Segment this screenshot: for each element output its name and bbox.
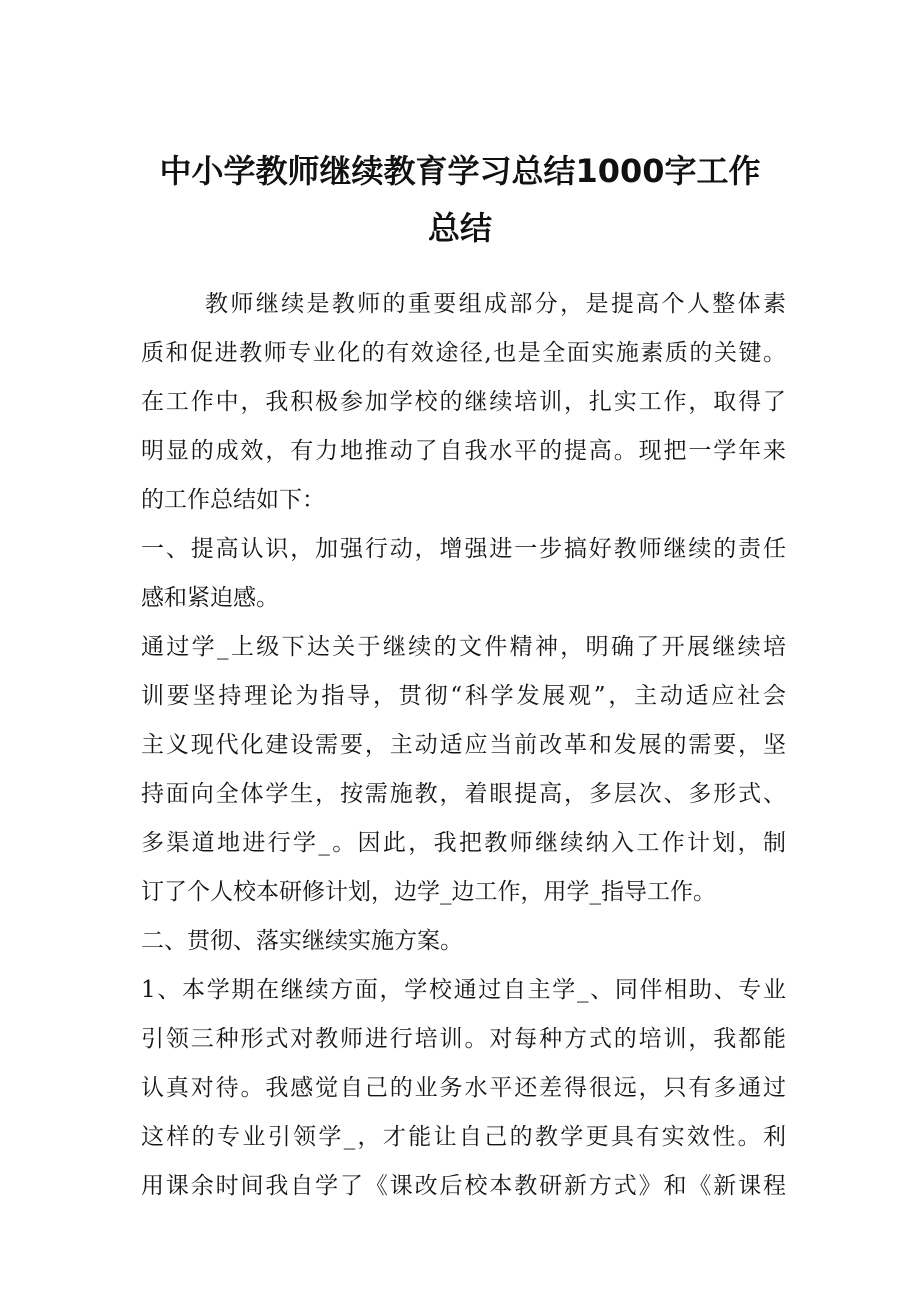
document-body xyxy=(141,280,786,1211)
paragraph-line: 的工作总结如下： xyxy=(141,487,325,513)
section-heading-line: 二、贯彻、落实继续实施方案。 xyxy=(141,928,463,954)
paragraph-line: 明显的成效，有力地推动了自我水平的提高。现把一学年来 xyxy=(141,438,786,464)
document-title xyxy=(140,143,780,257)
section-heading-line: 感和紧迫感。 xyxy=(141,585,279,611)
paragraph-line: 1、本学期在继续方面，学校通过自主学_、同伴相助、专业 xyxy=(141,977,786,1003)
paragraph-line: 训要坚持理论为指导，贯彻“科学发展观”，主动适应社会 xyxy=(141,683,786,709)
paragraph-line: 在工作中，我积极参加学校的继续培训，扎实工作，取得了 xyxy=(141,389,786,415)
paragraph-line: 认真对待。我感觉自己的业务水平还差得很远，只有多通过 xyxy=(141,1075,786,1101)
paragraph-line: 通过学_上级下达关于继续的文件精神，明确了开展继续培 xyxy=(141,634,786,660)
paragraph-line: 质和促进教师专业化的有效途径,也是全面实施素质的关键。 xyxy=(141,340,786,366)
title-line-2: 总结 xyxy=(427,209,492,247)
paragraph-line: 教师继续是教师的重要组成部分，是提高个人整体素 xyxy=(205,291,786,317)
section-heading-line: 一、提高认识，加强行动，增强进一步搞好教师继续的责任 xyxy=(141,536,786,562)
paragraph-line: 订了个人校本研修计划，边学_边工作，用学_指导工作。 xyxy=(141,879,716,905)
title-line-1: 中小学教师继续教育学习总结1000字工作 xyxy=(159,152,761,190)
paragraph-line: 这样的专业引领学_，才能让自己的教学更具有实效性。利 xyxy=(141,1124,786,1150)
paragraph-line: 多渠道地进行学_。因此，我把教师继续纳入工作计划，制 xyxy=(141,830,786,856)
paragraph-line: 持面向全体学生，按需施教，着眼提高，多层次、多形式、 xyxy=(141,781,786,807)
paragraph-line: 引领三种形式对教师进行培训。对每种方式的培训，我都能 xyxy=(141,1026,786,1052)
paragraph-line: 主义现代化建设需要，主动适应当前改革和发展的需要，坚 xyxy=(141,732,786,758)
paragraph-line: 用课余时间我自学了《课改后校本教研新方式》和《新课程 xyxy=(141,1173,786,1199)
